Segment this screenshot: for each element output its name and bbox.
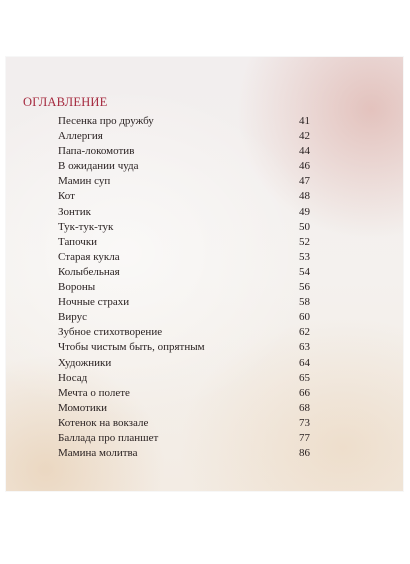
toc-entry-title: Котенок на вокзале — [58, 416, 149, 429]
toc-entry-title: Мамин суп — [58, 175, 111, 188]
toc-entry-title: Чтобы чистым быть, опрятным — [58, 341, 205, 354]
toc-entry-title: Художники — [58, 356, 112, 369]
toc-entry — [58, 175, 310, 190]
toc-entry-title: Кот — [58, 190, 75, 203]
toc-entry — [58, 130, 310, 145]
toc-entry-title: Папа-локомотив — [58, 145, 135, 158]
toc-entry-page-number: 52 — [299, 235, 310, 248]
toc-entry — [58, 145, 310, 160]
toc-entry-page-number: 60 — [299, 311, 310, 324]
toc-entry — [58, 402, 310, 417]
toc-entry-page-number: 56 — [299, 281, 310, 294]
toc-entry-page-number: 44 — [299, 145, 310, 158]
toc-list — [58, 115, 310, 462]
toc-entry-page-number: 53 — [299, 250, 310, 263]
toc-entry-title: Колыбельная — [58, 265, 120, 278]
toc-entry — [58, 115, 310, 130]
toc-entry — [58, 387, 310, 402]
toc-entry-page-number: 63 — [299, 341, 310, 354]
toc-entry — [58, 357, 310, 372]
toc-entry-page-number: 46 — [299, 160, 310, 173]
toc-entry — [58, 296, 310, 311]
toc-entry-page-number: 65 — [299, 371, 310, 384]
toc-entry — [58, 251, 310, 266]
toc-entry-page-number: 64 — [299, 356, 310, 369]
toc-entry-page-number: 50 — [299, 220, 310, 233]
toc-entry-title: Зубное стихотворение — [58, 326, 163, 339]
toc-entry-page-number: 49 — [299, 205, 310, 218]
toc-entry-page-number: 68 — [299, 401, 310, 414]
toc-entry — [58, 160, 310, 175]
toc-entry — [58, 190, 310, 205]
toc-entry-title: Вороны — [58, 281, 96, 294]
toc-entry-page-number: 73 — [299, 416, 310, 429]
toc-entry — [58, 417, 310, 432]
toc-entry-page-number: 77 — [299, 431, 310, 444]
toc-entry — [58, 341, 310, 356]
toc-entry — [58, 372, 310, 387]
toc-entry — [58, 311, 310, 326]
toc-entry-title: Тук-тук-тук — [58, 220, 114, 233]
toc-entry — [58, 266, 310, 281]
toc-entry-title: Вирус — [58, 311, 87, 324]
toc-entry-title: Мечта о полете — [58, 386, 130, 399]
toc-entry-title: Мамина молитва — [58, 447, 138, 460]
toc-entry-title: Старая кукла — [58, 250, 120, 263]
toc-entry-title: В ожидании чуда — [58, 160, 139, 173]
toc-entry-title: Носад — [58, 371, 88, 384]
toc-entry-page-number: 42 — [299, 130, 310, 143]
toc-entry-page-number: 41 — [299, 115, 310, 127]
toc-entry — [58, 326, 310, 341]
toc-entry-title: Зонтик — [58, 205, 91, 218]
toc-entry-page-number: 47 — [299, 175, 310, 188]
toc-entry-page-number: 66 — [299, 386, 310, 399]
toc-entry-page-number: 58 — [299, 296, 310, 309]
book-page — [6, 57, 403, 491]
toc-entry — [58, 236, 310, 251]
toc-entry-title: Момотики — [58, 401, 108, 414]
toc-entry-page-number: 54 — [299, 265, 310, 278]
toc-entry-page-number: 62 — [299, 326, 310, 339]
toc-entry — [58, 221, 310, 236]
toc-entry — [58, 281, 310, 296]
toc-entry-title: Аллергия — [58, 130, 103, 143]
toc-entry-title: Тапочки — [58, 235, 98, 248]
toc-entry — [58, 206, 310, 221]
toc-entry-title: Песенка про дружбу — [58, 115, 154, 127]
toc-entry — [58, 432, 310, 447]
toc-heading: ОГЛАВЛЕНИЕ — [23, 95, 108, 109]
toc-entry — [58, 447, 310, 462]
toc-entry-page-number: 48 — [299, 190, 310, 203]
toc-entry-page-number: 86 — [299, 447, 310, 460]
toc-entry-title: Баллада про планшет — [58, 431, 159, 444]
toc-entry-title: Ночные страхи — [58, 296, 130, 309]
